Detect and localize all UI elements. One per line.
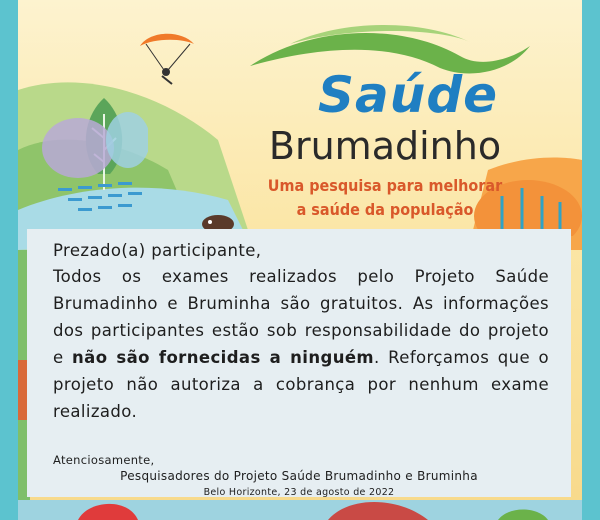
tagline-line: a saúde da população [296, 200, 474, 219]
signature: Pesquisadores do Projeto Saúde Brumadinho e Bruminha [120, 469, 478, 483]
shrub-icon [38, 104, 148, 184]
message-card [27, 229, 571, 497]
message-body [53, 263, 549, 425]
signoff: Atenciosamente, [53, 453, 155, 467]
brand-name-saude: Saúde [317, 66, 499, 124]
place-date: Belo Horizonte, 23 de agosto de 2022 [203, 487, 395, 498]
tagline-line: Uma pesquisa para melhorar [267, 176, 503, 195]
message-text: . Reforçamos que o projeto não autoriza a cobrança por nenhum exame realizado. [53, 348, 550, 421]
message-text: Todos os exames realizados pelo Projeto Saúde Brumadinho e Bruminha são gratuitos. As informações dos participantes estão sob responsabilidade do projeto e [53, 267, 549, 367]
tagline [240, 174, 530, 222]
greeting: Prezado(a) participante, [53, 241, 262, 260]
brand-logo [240, 16, 580, 236]
brand-name-city: Brumadinho [268, 124, 502, 168]
message-emphasis: não são fornecidas a ninguém [72, 348, 375, 367]
paraglider-icon [136, 28, 200, 88]
birds-icon [58, 182, 178, 222]
